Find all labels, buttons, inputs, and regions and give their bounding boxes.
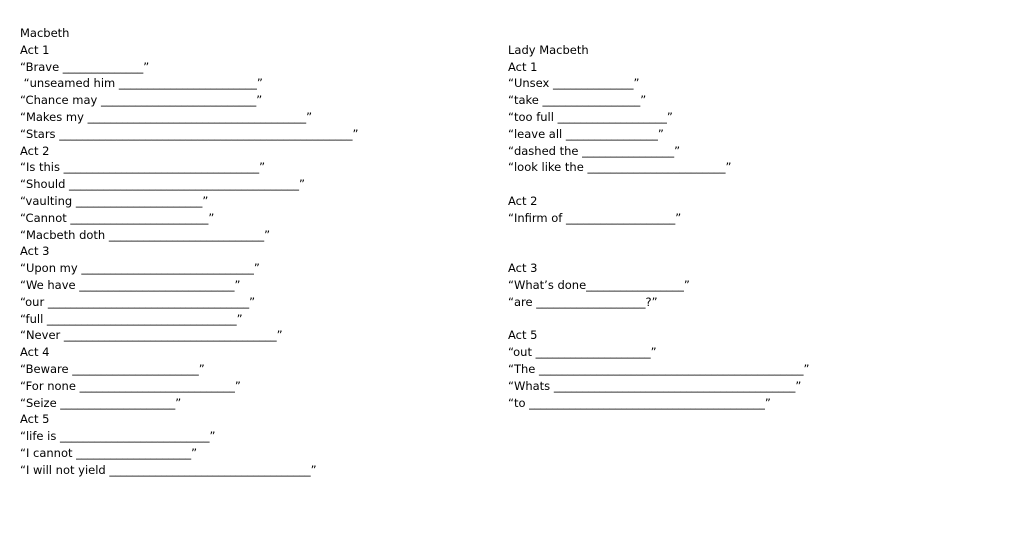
lady-macbeth-line: “Whats __________________________________________” — [508, 378, 802, 393]
lady-macbeth-line: “The ______________________________________________” — [508, 361, 810, 376]
column-offset — [508, 25, 928, 42]
lady-macbeth-line: “to _________________________________________” — [508, 395, 771, 410]
macbeth-line: “vaulting ______________________” — [20, 193, 209, 208]
macbeth-line: “For none ___________________________” — [20, 378, 241, 393]
macbeth-line: “our ___________________________________” — [20, 294, 256, 309]
macbeth-line: Act 2 — [20, 143, 50, 158]
macbeth-line: “I will not yield ___________________________________” — [20, 462, 317, 477]
lady-macbeth-title: Lady Macbeth — [508, 42, 589, 57]
act-heading: Act 1 — [508, 59, 538, 74]
macbeth-line: Act 5 — [20, 412, 50, 427]
macbeth-line: “Makes my ______________________________________” — [20, 109, 313, 124]
macbeth-line: “Never _____________________________________” — [20, 328, 283, 343]
lady-macbeth-line: “Unsex ______________” — [508, 76, 640, 91]
lady-macbeth-line: “look like the ________________________” — [508, 160, 732, 175]
lady-macbeth-line: “dashed the ________________” — [508, 143, 681, 158]
lady-macbeth-line: “out ____________________” — [508, 345, 657, 360]
act-heading: Act 2 — [508, 193, 538, 208]
macbeth-line: “Stars ___________________________________________________” — [20, 126, 359, 141]
macbeth-line: “Brave ______________” — [20, 59, 150, 74]
lady-macbeth-line: “take _________________” — [508, 93, 647, 108]
blank-line — [508, 243, 928, 260]
macbeth-line: “Upon my ______________________________” — [20, 261, 260, 276]
macbeth-line: “We have ___________________________” — [20, 277, 241, 292]
macbeth-line: Act 3 — [20, 244, 50, 259]
macbeth-line: “Seize ____________________” — [20, 395, 182, 410]
macbeth-line: “Should ________________________________________” — [20, 177, 305, 192]
macbeth-line: “Macbeth doth ___________________________” — [20, 227, 271, 242]
macbeth-line: “Beware ______________________” — [20, 361, 205, 376]
macbeth-line: “Is this __________________________________” — [20, 160, 266, 175]
macbeth-line: “Chance may ___________________________” — [20, 93, 263, 108]
lady-macbeth-column — [508, 25, 928, 411]
macbeth-line: “Cannot ________________________” — [20, 210, 215, 225]
lady-macbeth-line: “Infirm of ___________________” — [508, 210, 682, 225]
blank-line — [508, 311, 928, 328]
macbeth-column — [20, 25, 420, 479]
macbeth-line: “I cannot ____________________” — [20, 445, 198, 460]
act-heading: Act 3 — [508, 261, 538, 276]
lady-macbeth-line: “What’s done_________________” — [508, 277, 690, 292]
lady-macbeth-line: “too full ___________________” — [508, 109, 673, 124]
lady-macbeth-line: “are ___________________?” — [508, 294, 658, 309]
macbeth-line: “unseamed him ________________________” — [20, 76, 263, 91]
macbeth-line: Act 1 — [20, 42, 50, 57]
act-heading: Act 5 — [508, 328, 538, 343]
macbeth-line: “life is __________________________” — [20, 429, 216, 444]
lady-macbeth-line: “leave all ________________” — [508, 126, 664, 141]
macbeth-title: Macbeth — [20, 26, 70, 40]
macbeth-line: Act 4 — [20, 345, 50, 360]
blank-line — [508, 227, 928, 244]
blank-line — [508, 176, 928, 193]
macbeth-line: “full _________________________________” — [20, 311, 243, 326]
